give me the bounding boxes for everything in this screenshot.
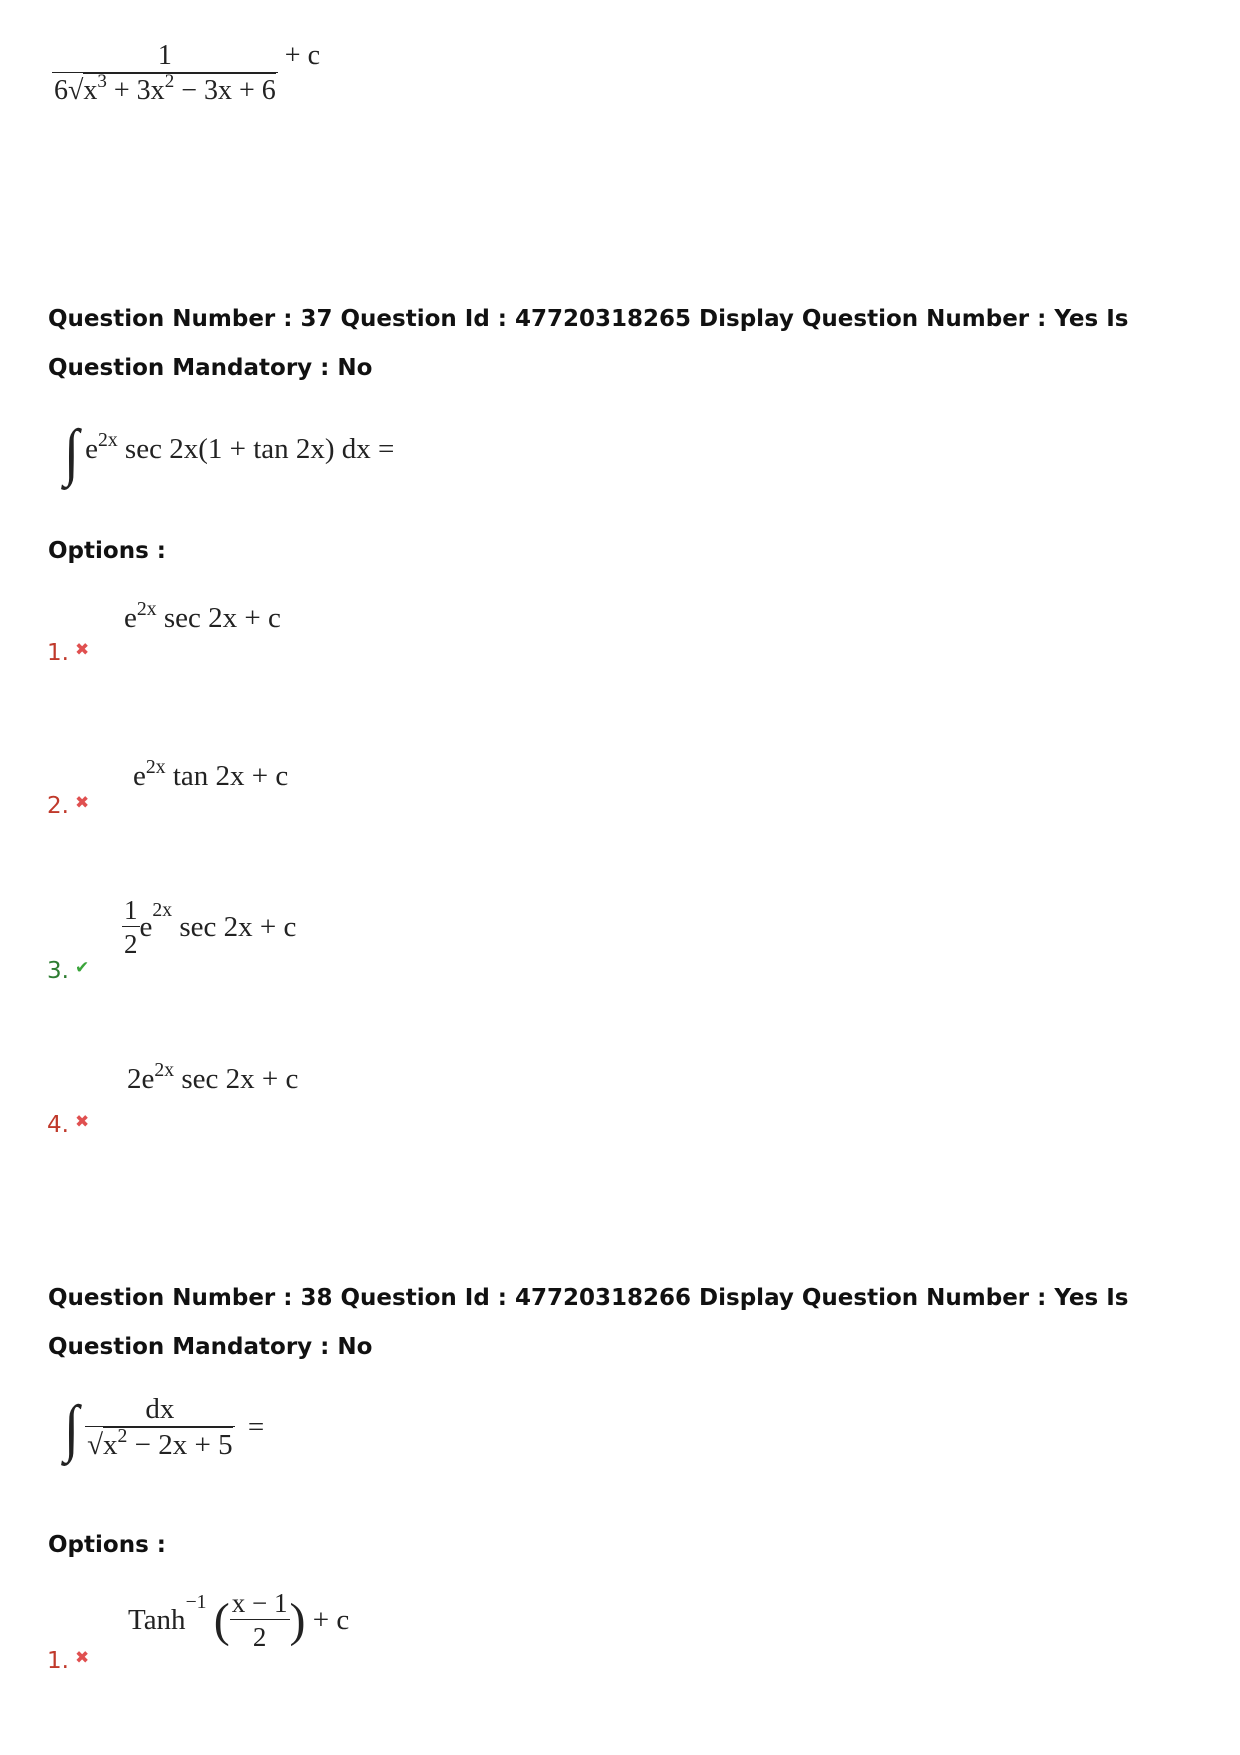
fraction-denominator: 2 <box>122 926 140 960</box>
cross-icon: ✖ <box>74 793 90 813</box>
integrand-fraction <box>85 1393 235 1462</box>
equals-sign: = <box>247 1411 265 1443</box>
option-3-expression <box>122 895 296 960</box>
q38-option-1-expression <box>128 1588 349 1653</box>
cross-icon: ✖ <box>74 1648 90 1668</box>
cross-icon: ✖ <box>74 1112 90 1132</box>
option-3-marker <box>47 958 89 984</box>
radicand-term: x <box>83 75 98 106</box>
left-parenthesis: ( <box>213 1594 230 1647</box>
question-38-expression <box>64 1393 264 1462</box>
options-label: Options : <box>48 1532 166 1558</box>
base: e <box>85 433 98 466</box>
square-root: $√x^2 - 2x + 5$ <box>87 1424 233 1461</box>
option-2-expression <box>133 755 289 793</box>
question-38-header: Question Number : 38 Question Id : 47720318266 Display Question Number : Yes Is Question Mandatory : No <box>48 1285 1129 1360</box>
exponent: 2x <box>97 428 118 451</box>
argument-fraction <box>230 1588 290 1653</box>
radicand-term: + 3x <box>106 75 165 106</box>
function-name: Tanh <box>128 1604 186 1636</box>
radicand-term: − 3x + 6 <box>174 75 276 106</box>
base: e <box>133 760 146 792</box>
previous-option-expression <box>52 40 320 107</box>
exponent: 2x <box>152 899 173 922</box>
fraction-denominator <box>52 72 278 107</box>
fraction-numerator: 1 <box>157 40 172 71</box>
base: e <box>139 911 153 943</box>
expression-rest: sec 2x + c <box>172 911 297 943</box>
square-root: $√x^3 + 3x^2 - 3x + 6$ <box>68 71 276 106</box>
option-number: 1. <box>47 1648 69 1674</box>
base: e <box>124 602 137 634</box>
exponent: 2 <box>117 1424 128 1447</box>
one-half-fraction <box>122 895 140 960</box>
integral-sign: ∫ <box>64 416 80 487</box>
question-37-expression <box>64 416 395 487</box>
q38-option-1-marker <box>47 1648 89 1674</box>
fraction-numerator: dx <box>145 1393 175 1425</box>
expression-rest: sec 2x(1 + tan 2x) dx = <box>117 433 395 466</box>
exponent: 2x <box>145 755 166 778</box>
previous-option-fraction <box>52 40 278 107</box>
option-1-marker <box>47 640 89 666</box>
option-1-expression <box>124 597 281 635</box>
exponent: 2x <box>136 597 157 620</box>
coefficient: 6 <box>54 75 68 106</box>
question-37-header: Question Number : 37 Question Id : 47720318265 Display Question Number : Yes Is Question Mandatory : No <box>48 306 1129 381</box>
exponent: 2x <box>154 1058 175 1081</box>
right-parenthesis: ) <box>289 1594 306 1647</box>
fraction-numerator: 1 <box>124 895 138 925</box>
base: e <box>141 1063 155 1095</box>
fraction-denominator <box>85 1426 235 1462</box>
radicand-term: − 2x + 5 <box>127 1429 233 1461</box>
option-number: 4. <box>47 1112 69 1138</box>
integral-sign: ∫ <box>64 1392 80 1463</box>
expression-rest: sec 2x + c <box>174 1063 299 1095</box>
cross-icon: ✖ <box>74 640 90 660</box>
option-2-marker <box>47 793 89 819</box>
exponent: 2 <box>164 71 175 93</box>
expression-rest: tan 2x + c <box>165 760 289 792</box>
exponent: −1 <box>185 1591 207 1614</box>
check-icon: ✔ <box>74 958 90 978</box>
option-4-marker <box>47 1112 89 1138</box>
coefficient: 2 <box>127 1063 142 1095</box>
option-number: 2. <box>47 793 69 819</box>
radicand-term: x <box>103 1429 118 1461</box>
exponent: 3 <box>97 71 107 93</box>
constant-term: + c <box>312 1604 350 1636</box>
fraction-denominator: 2 <box>230 1619 290 1653</box>
options-label: Options : <box>48 538 166 564</box>
option-number: 1. <box>47 640 69 666</box>
constant-term: + c <box>284 39 321 71</box>
fraction-numerator: x − 1 <box>231 1588 288 1618</box>
option-4-expression <box>127 1058 299 1096</box>
option-number: 3. <box>47 958 69 984</box>
expression-rest: sec 2x + c <box>156 602 281 634</box>
